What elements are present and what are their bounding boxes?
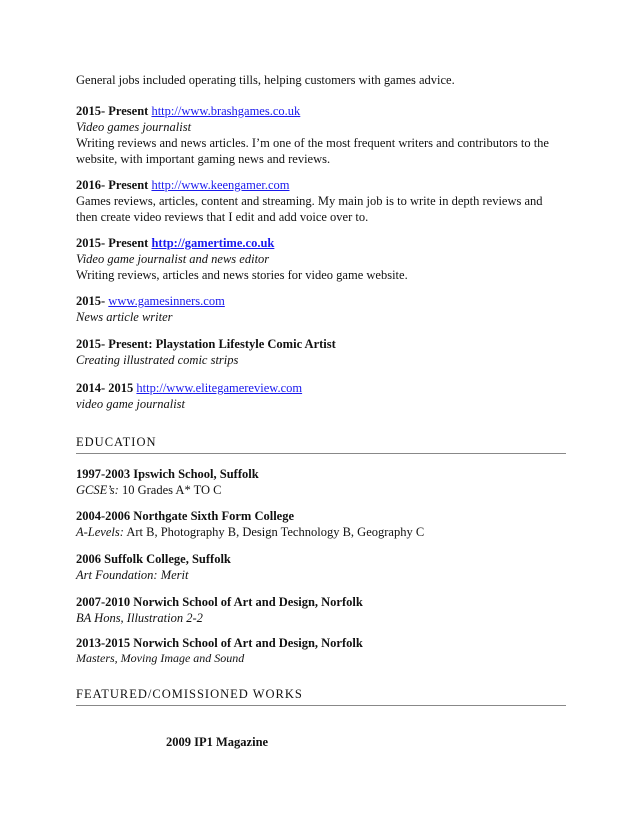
intro-text: General jobs included operating tills, helping customers with games advice. [76,73,455,87]
education-detail [76,482,566,498]
job-keengamer-header [76,177,566,193]
job-elitegamereview-header [76,380,566,396]
education-heading: EDUCATION [76,434,566,454]
job-role: News article writer [76,310,173,324]
education-title: 2013-2015 Norwich School of Art and Design, Norfolk [76,636,363,650]
job-role: Creating illustrated comic strips [76,353,239,367]
education-value: 10 Grades A* TO C [118,483,222,497]
job-gamertime-header [76,235,566,251]
brashgames-link[interactable]: http://www.brashgames.co.uk [151,104,301,118]
job-date: 2014- 2015 [76,381,134,395]
job-role: Video games journalist [76,120,192,134]
job-date: 2015- Present [76,104,149,118]
education-title: 2006 Suffolk College, Suffolk [76,552,231,566]
education-detail: BA Hons, Illustration 2-2 [76,611,203,625]
job-role: Video game journalist and news editor [76,252,270,266]
job-description: Writing reviews and news articles. I’m one of the most frequent writers and contributors to the website, with important gaming news and reviews. [76,136,549,166]
education-label: A-Levels: [76,525,124,539]
education-title: 2004-2006 Northgate Sixth Form College [76,509,295,523]
education-detail: Masters, Moving Image and Sound [76,651,245,665]
keengamer-link[interactable]: http://www.keengamer.com [151,178,290,192]
education-detail: Art Foundation: Merit [76,568,189,582]
education-label: GCSE’s: [76,483,119,497]
gamertime-link[interactable]: http://gamertime.co.uk [151,236,275,250]
featured-heading: FEATURED/COMISSIONED WORKS [76,686,566,706]
job-date: 2015- [76,294,106,308]
education-title: 2007-2010 Norwich School of Art and Design, Norfolk [76,595,363,609]
job-brashgames-header [76,103,566,119]
job-description: Writing reviews, articles and news stories for video game website. [76,268,408,282]
education-title: 1997-2003 Ipswich School, Suffolk [76,467,259,481]
education-detail [76,524,566,540]
elitegamereview-link[interactable]: http://www.elitegamereview.com [136,381,303,395]
job-playstation-header: 2015- Present: Playstation Lifestyle Comic Artist [76,337,336,351]
job-date: 2015- Present [76,236,149,250]
job-date: 2016- Present [76,178,149,192]
job-role: video game journalist [76,397,186,411]
featured-item: 2009 IP1 Magazine [166,735,269,749]
job-description: Games reviews, articles, content and streaming. My main job is to write in depth reviews and then create video reviews that I edit and add voice over to. [76,194,543,224]
job-gamesinners-header [76,293,566,309]
education-value: Art B, Photography B, Design Technology B, Geography C [123,525,425,539]
gamesinners-link[interactable]: www.gamesinners.com [108,294,225,308]
